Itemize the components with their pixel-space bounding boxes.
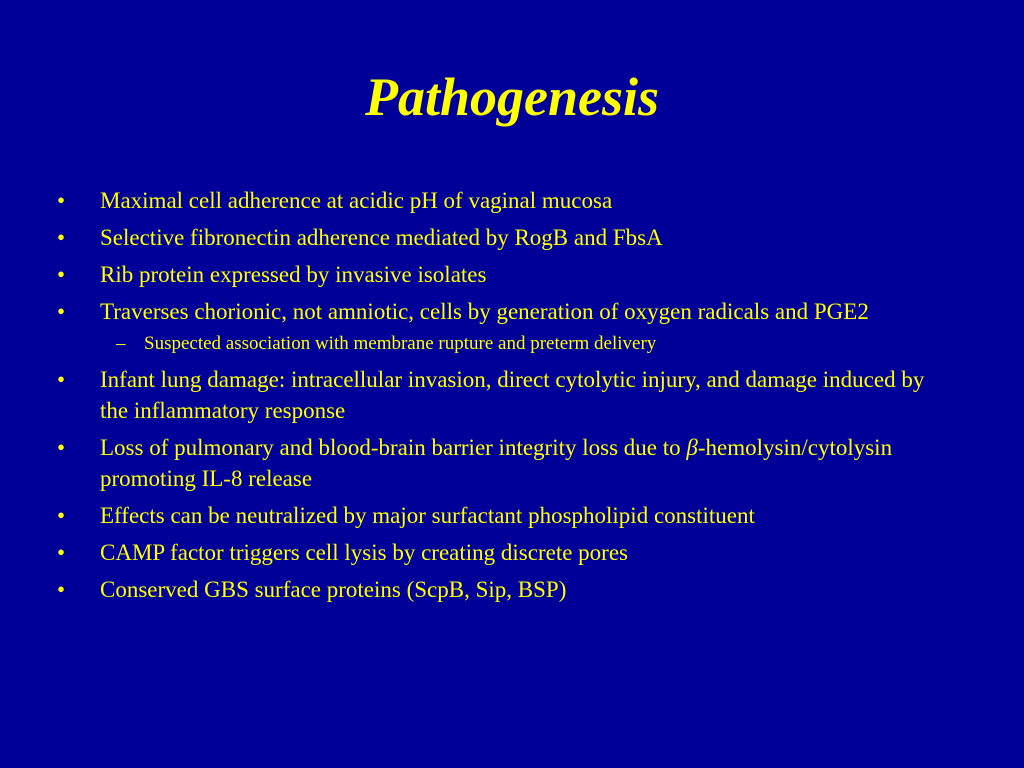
bullet-text: CAMP factor triggers cell lysis by creating discrete pores: [100, 540, 629, 565]
bullet-icon: •: [57, 435, 66, 460]
bullet-icon: •: [57, 188, 66, 213]
bullet-text: Maximal cell adherence at acidic pH of vaginal mucosa: [100, 188, 613, 213]
bullet-item: [57, 432, 957, 494]
sub-bullet-text: Suspected association with membrane rupture and preterm delivery: [144, 333, 657, 354]
bullet-list: [57, 185, 957, 611]
bullet-icon: •: [57, 503, 66, 528]
bullet-text: Selective fibronectin adherence mediated by RogB and FbsA: [100, 225, 663, 250]
bullet-item: [57, 259, 957, 290]
bullet-item: [57, 364, 957, 426]
bullet-item: [57, 185, 957, 216]
sub-bullet-item: [57, 332, 957, 356]
bullet-text: Rib protein expressed by invasive isolates: [100, 262, 487, 287]
bullet-item: [57, 222, 957, 253]
bullet-item: [57, 574, 957, 605]
bullet-text-after: -hemolysin/cytolysin promoting IL-8 release: [100, 435, 893, 491]
bullet-item: [57, 537, 957, 568]
bullet-item: [57, 500, 957, 531]
bullet-text: Effects can be neutralized by major surfactant phospholipid constituent: [100, 503, 755, 528]
bullet-item: [57, 296, 957, 327]
bullet-icon: •: [57, 577, 66, 602]
dash-icon: –: [116, 333, 126, 354]
bullet-icon: •: [57, 367, 66, 392]
bullet-icon: •: [57, 540, 66, 565]
bullet-icon: •: [57, 225, 66, 250]
bullet-text: Traverses chorionic, not amniotic, cells by generation of oxygen radicals and PGE2: [100, 299, 869, 324]
bullet-text: [100, 435, 892, 491]
slide-title: Pathogenesis: [364, 67, 660, 127]
bullet-icon: •: [57, 262, 66, 287]
bullet-text: Infant lung damage: intracellular invasion, direct cytolytic injury, and damage induced by the inflammatory response: [100, 367, 925, 423]
beta-symbol: β: [686, 435, 698, 460]
bullet-icon: •: [57, 299, 66, 324]
bullet-text-before: Loss of pulmonary and blood-brain barrier integrity loss due to: [100, 435, 687, 460]
bullet-text: Conserved GBS surface proteins (ScpB, Sip, BSP): [100, 577, 567, 602]
